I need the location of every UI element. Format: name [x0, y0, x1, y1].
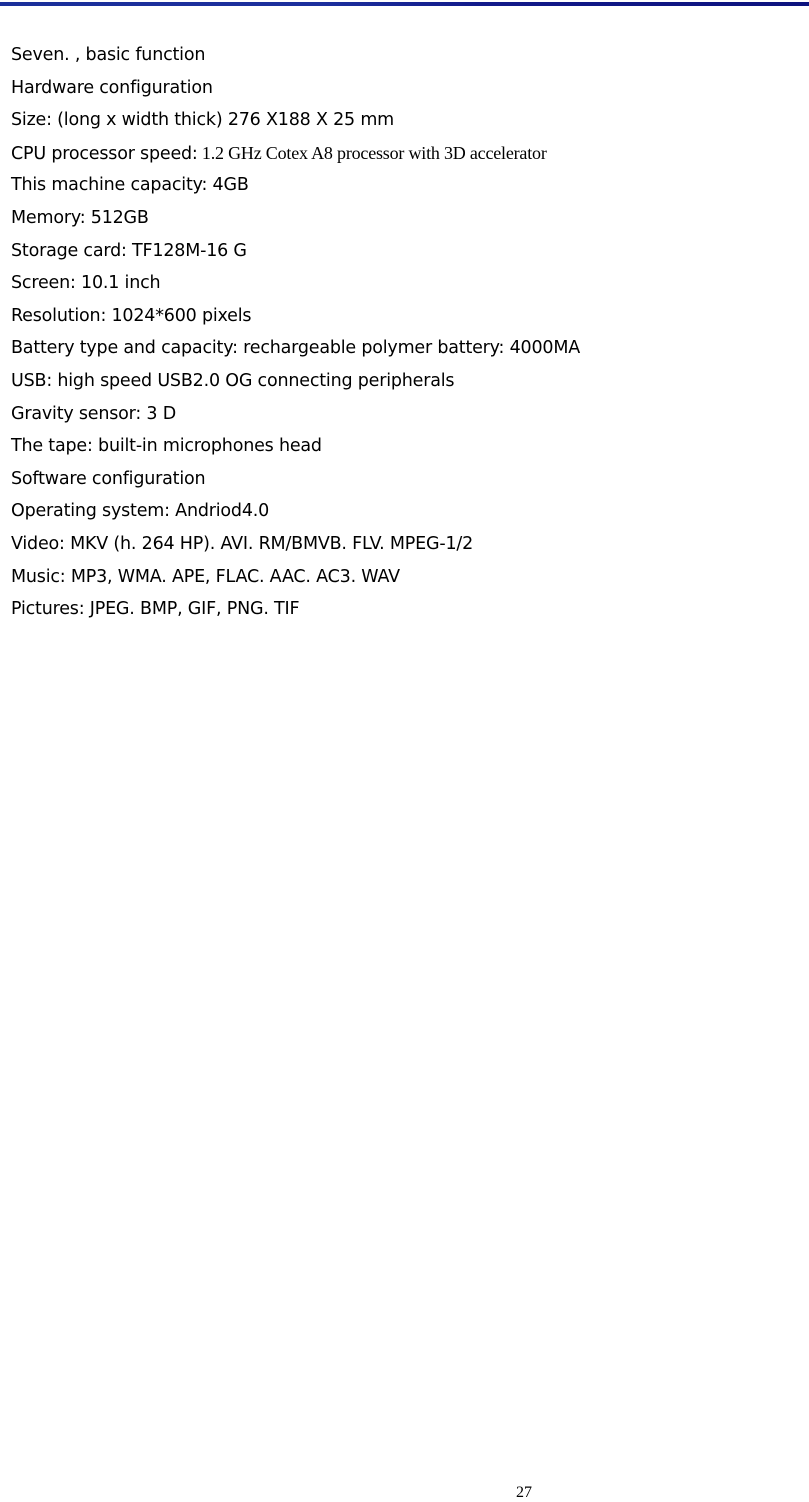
spec-list	[11, 42, 791, 629]
page-number: 27	[516, 1484, 532, 1501]
spec-screen: Screen: 10.1 inch	[11, 273, 161, 294]
spec-cpu	[11, 140, 791, 173]
subsection-heading-hardware: Hardware configuration	[11, 77, 213, 98]
spec-size: Size: (long x width thick) 276 X188 X 25 mm	[11, 110, 395, 131]
subsection-heading-software: Software configuration	[11, 468, 206, 489]
section-heading: Seven. , basic function	[11, 45, 206, 65]
spec-video: Video: MKV (h. 264 HP). AVI. RM/BMVB. FLV. MPEG-1/2	[11, 533, 474, 554]
spec-usb: USB: high speed USB2.0 OG connecting peripherals	[11, 370, 455, 391]
spec-resolution: Resolution: 1024*600 pixels	[11, 305, 252, 326]
spec-music: Music: MP3, WMA. APE, FLAC. AAC. AC3. WAV	[11, 566, 400, 587]
spec-cpu-label: CPU processor speed:	[11, 143, 198, 164]
spec-storage-card: Storage card: TF128M-16 G	[11, 240, 247, 261]
header-rule	[0, 0, 809, 8]
spec-battery: Battery type and capacity: rechargeable polymer battery: 4000MA	[11, 338, 581, 359]
spec-pictures: Pictures: JPEG. BMP, GIF, PNG. TIF	[11, 599, 300, 620]
spec-gravity-sensor: Gravity sensor: 3 D	[11, 403, 176, 424]
spec-capacity: This machine capacity: 4GB	[11, 175, 249, 196]
spec-operating-system: Operating system: Andriod4.0	[11, 501, 270, 522]
spec-cpu-value: 1.2 GHz Cotex A8 processor with 3D accelerator	[197, 142, 547, 163]
spec-memory: Memory: 512GB	[11, 207, 149, 228]
header-rule-line	[0, 2, 809, 6]
spec-tape: The tape: built-in microphones head	[11, 436, 322, 457]
